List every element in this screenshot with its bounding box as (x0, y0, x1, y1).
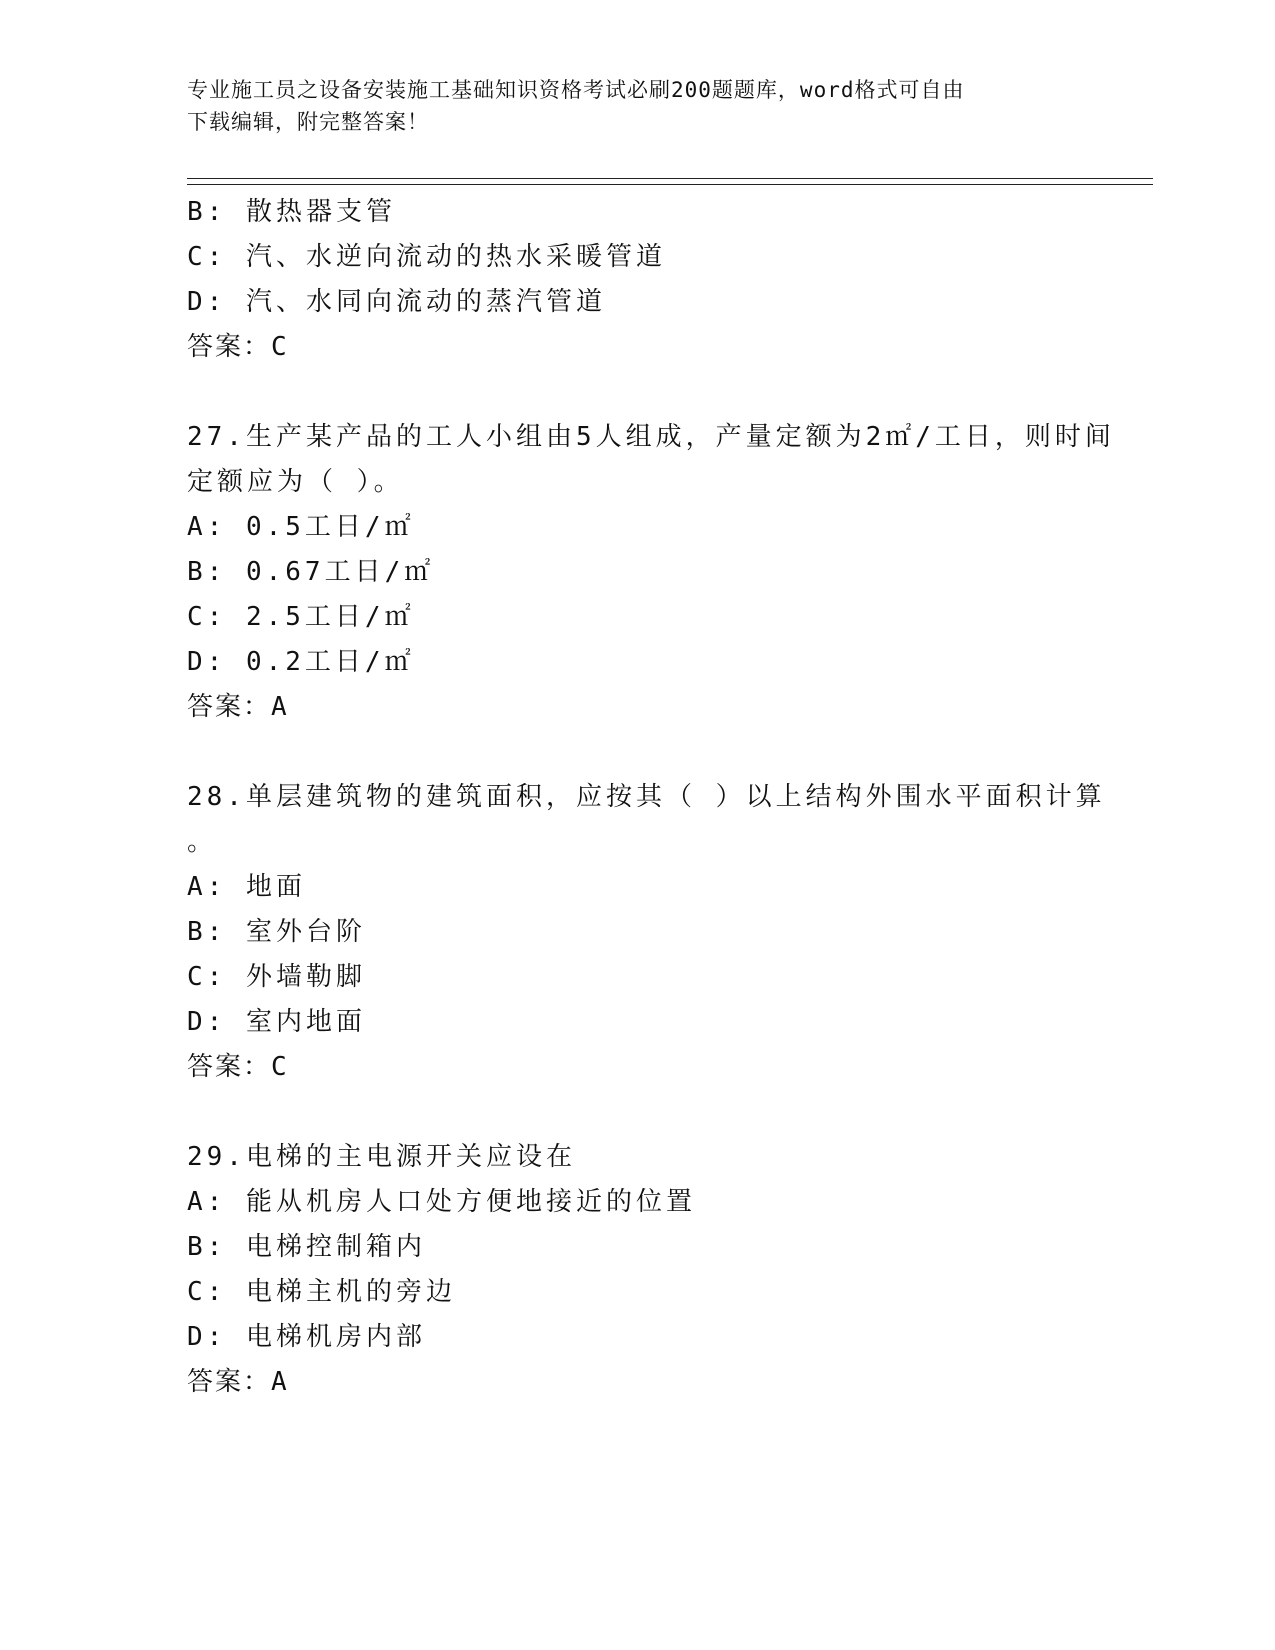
option-a: A: 0.5工日/㎡ (187, 512, 415, 542)
question-list (187, 190, 1115, 1405)
question-stem-line-2: 定额应为（ ）。 (187, 467, 404, 497)
option-a: A: 地面 (187, 872, 306, 902)
document-header (187, 74, 1067, 138)
answer: 答案：A (187, 692, 289, 722)
question-29 (187, 1135, 1087, 1405)
question-27 (187, 415, 1115, 730)
header-line-1: 专业施工员之设备安装施工基础知识资格考试必刷200题题库，word格式可自由 (187, 78, 965, 102)
question-26-tail (187, 190, 1087, 370)
header-line-2: 下载编辑，附完整答案！ (187, 110, 429, 134)
option-c: C: 汽、水逆向流动的热水采暖管道 (187, 242, 666, 272)
option-d: D: 汽、水同向流动的蒸汽管道 (187, 287, 606, 317)
question-stem-line-2: 。 (187, 827, 218, 857)
option-d: D: 电梯机房内部 (187, 1322, 426, 1352)
spacer (187, 730, 1087, 775)
option-a: A: 能从机房人口处方便地接近的位置 (187, 1187, 696, 1217)
spacer (187, 1090, 1087, 1135)
header-rule-bottom (187, 184, 1153, 185)
option-b: B: 电梯控制箱内 (187, 1232, 426, 1262)
answer: 答案：A (187, 1367, 289, 1397)
option-d: D: 室内地面 (187, 1007, 366, 1037)
option-b: B: 0.67工日/㎡ (187, 557, 435, 587)
question-28 (187, 775, 1106, 1090)
question-stem-line-1: 27.生产某产品的工人小组由5人组成，产量定额为2㎡/工日，则时间 (187, 422, 1115, 452)
option-c: C: 电梯主机的旁边 (187, 1277, 456, 1307)
option-b: B: 散热器支管 (187, 197, 396, 227)
spacer (187, 370, 1087, 415)
option-c: C: 外墙勒脚 (187, 962, 366, 992)
question-stem-line-1: 29.电梯的主电源开关应设在 (187, 1142, 576, 1172)
option-b: B: 室外台阶 (187, 917, 366, 947)
answer: 答案：C (187, 1052, 289, 1082)
answer: 答案：C (187, 332, 289, 362)
header-rule-top (187, 178, 1153, 179)
option-d: D: 0.2工日/㎡ (187, 647, 415, 677)
option-c: C: 2.5工日/㎡ (187, 602, 415, 632)
question-stem-line-1: 28.单层建筑物的建筑面积，应按其（ ）以上结构外围水平面积计算 (187, 782, 1106, 812)
